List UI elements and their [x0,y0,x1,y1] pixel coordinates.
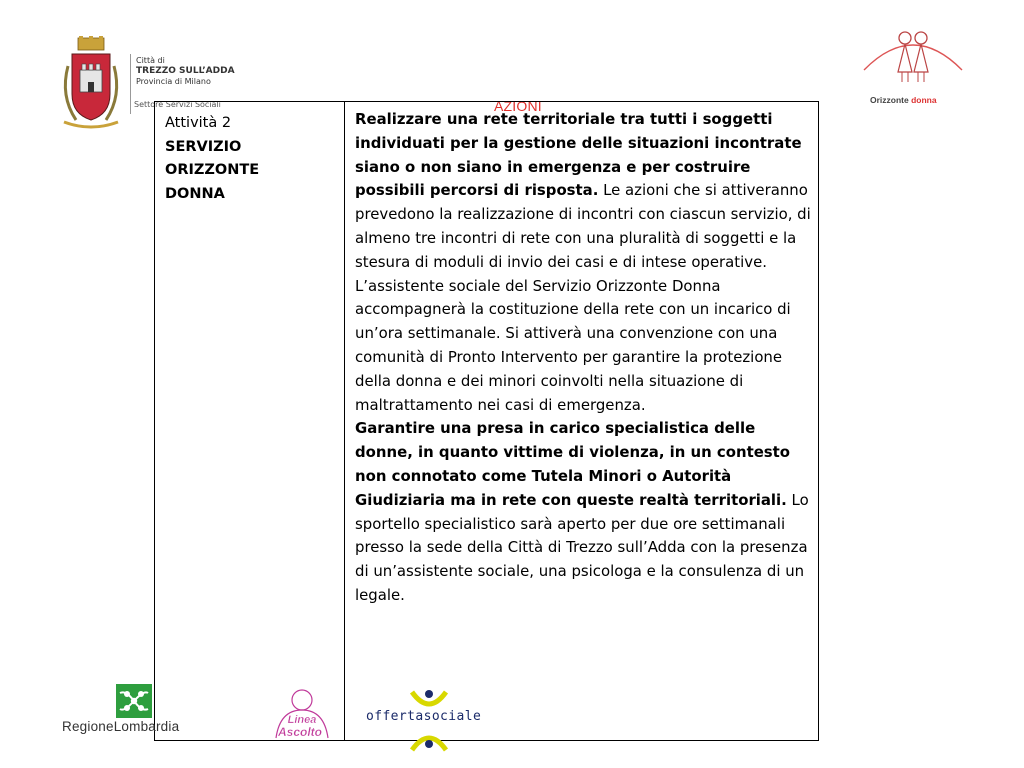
offerta-sociale-logo [364,688,504,768]
city-logo-divider [130,54,131,114]
actions-p2-heading: Garantire una presa in carico specialistica delle donne, in quanto vittime di violenza, in un contesto non connotato come Tutela Minori o Autorità Giudiziaria ma in rete con queste realtà territoriali. [355,419,791,509]
linea-ascolto-logo [260,688,342,744]
linea-ascolto-figure-icon [260,688,342,744]
service-name-line-3: DONNA [165,186,225,203]
orizzonte-donna-wordmark [870,95,937,105]
offerta-sociale-wordmark: offertasociale [366,709,482,724]
city-line-1: Città di [136,56,165,65]
table-cell-actions [355,108,813,608]
actions-p1-heading: Realizzare una rete territoriale tra tutti i soggetti individuati per la gestione delle situazioni incontrate siano o non siano in emergenza e per costruire possibili percorsi di risposta. [355,110,802,200]
orizzonte-donna-logo [858,26,968,110]
actions-p2-body: Lo sportello specialistico sarà aperto per due ore settimanali presso la sede della Città di Trezzo sull’Adda con la presenza di un’assistente sociale, una psicologa e la consulenza di un legale. [355,490,809,604]
rosa-camuna-icon [116,684,152,718]
table-column-divider [344,102,345,740]
regione-lombardia-logo [60,684,210,740]
orizzonte-word: Orizzonte [870,95,909,105]
lombardia-word: Lombardia [113,719,180,734]
service-name-line-2: ORIZZONTE [165,162,260,179]
orizzonte-donna-figures-icon [858,26,968,88]
city-line-3: Provincia di Milano [136,77,211,86]
city-name-block [136,56,235,87]
linea-word: Linea [287,714,317,726]
table-cell-activity [165,112,335,207]
city-crest-icon [58,36,124,132]
regione-lombardia-wordmark [62,719,179,734]
offerta-sociale-dots-icon [404,688,454,768]
service-name-line-1: SERVIZIO [165,138,242,155]
ascolto-word: Ascolto [277,725,323,739]
city-sector-label: Settore Servizi Sociali [134,100,221,109]
activity-label: Attività 2 [165,115,232,131]
city-line-2: TREZZO SULL’ADDA [136,66,235,76]
actions-paragraph-2 [355,417,813,607]
slide-title: AZIONI [494,98,542,114]
actions-paragraph-1 [355,108,813,417]
donna-word: donna [911,95,937,105]
content-table [154,101,819,741]
regione-word: Regione [62,719,114,734]
actions-p1-body: Le azioni che si attiveranno prevedono la realizzazione di incontri con ciascun servizio, di almeno tre incontri di rete con una pluralità di soggetti e la stesura di moduli di invio dei casi e di intese operative. L’assistente sociale del Servizio Orizzonte Donna accompagnerà la costituzione della rete con un incarico di un’ora settimanale. Si attiverà una convenzione con una comunità di Pronto Intervento per garantire la protezione della donna e dei minori coinvolti nella situazione di maltrattamento nei casi di emergenza. [355,181,811,414]
